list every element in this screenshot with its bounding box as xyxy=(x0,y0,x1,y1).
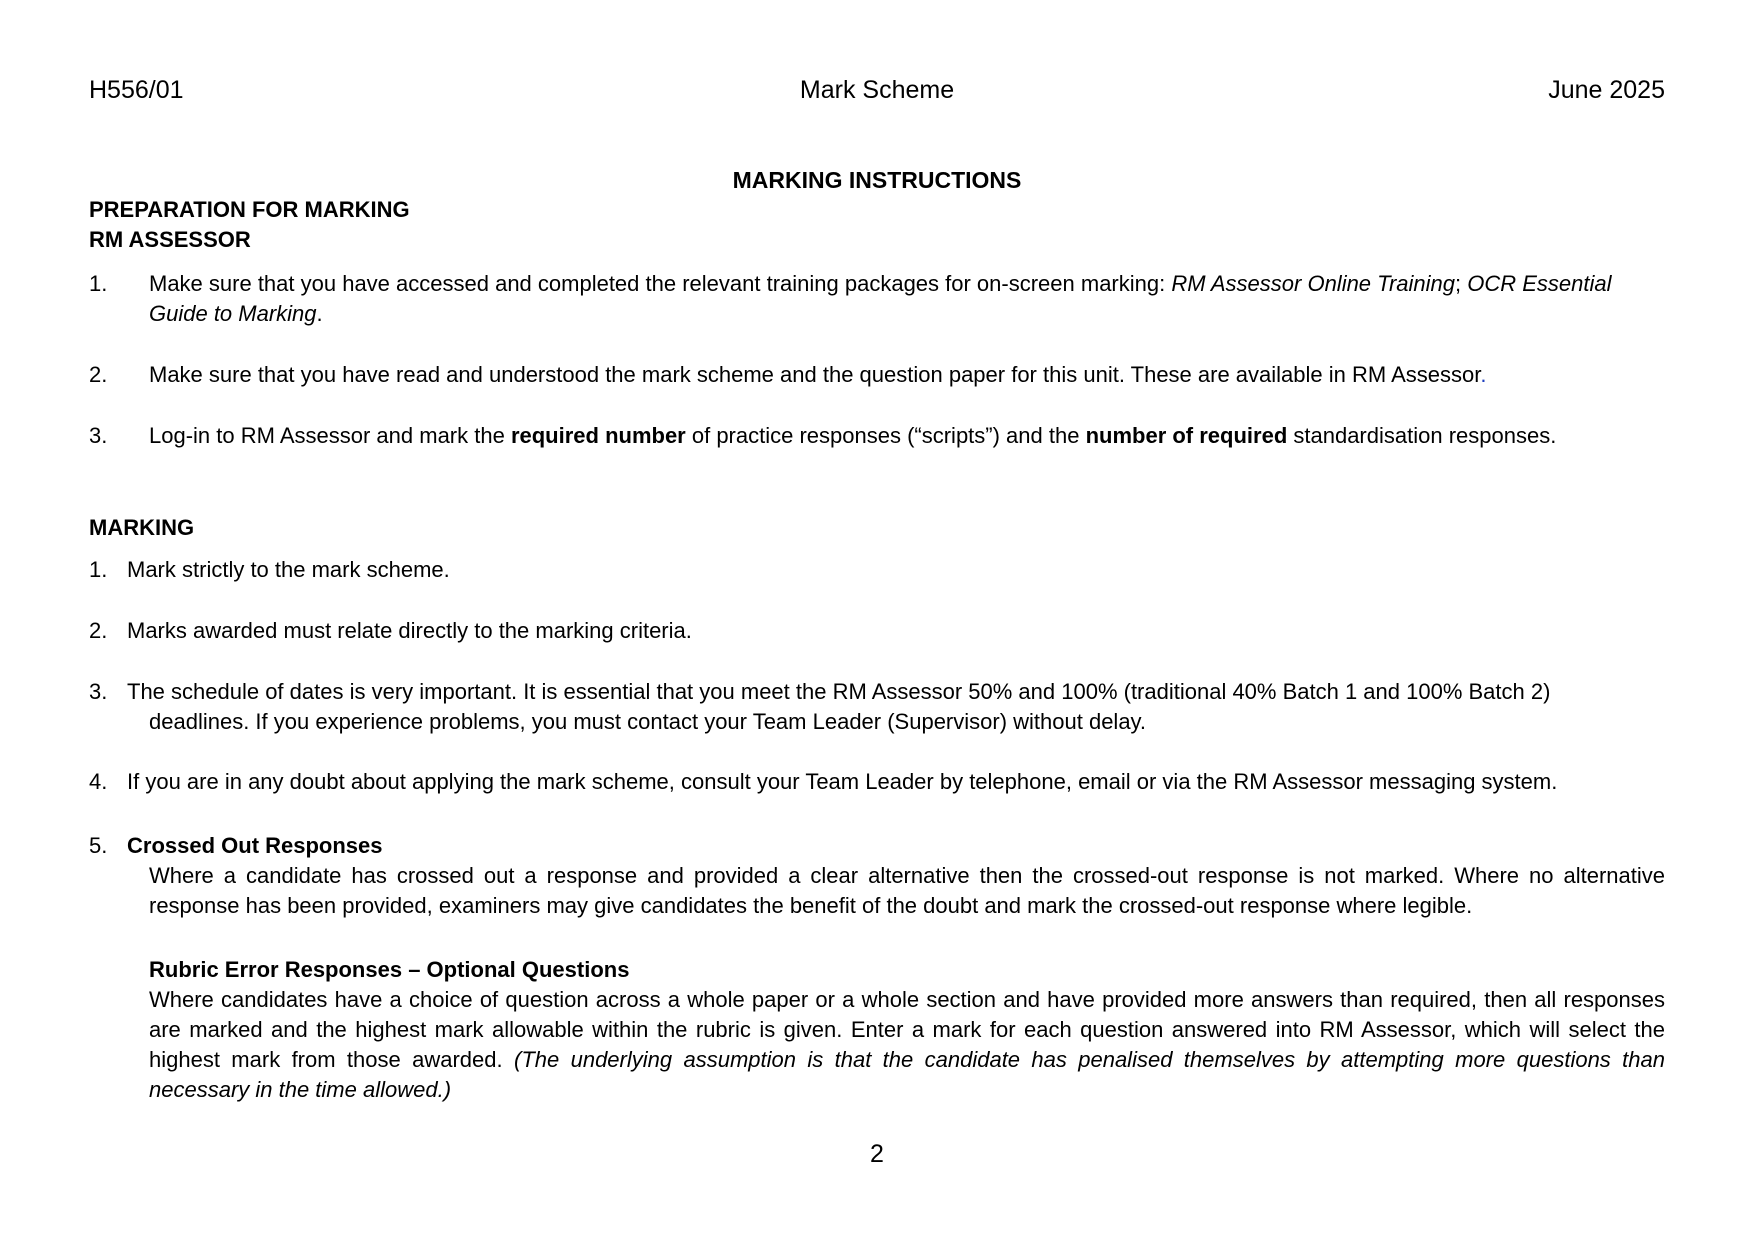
page-header xyxy=(89,74,1665,106)
prep-item-number: 1. xyxy=(89,271,108,296)
main-title: MARKING INSTRUCTIONS xyxy=(732,167,1022,193)
marking-item-5 xyxy=(89,831,1665,921)
prep-item-text: Log-in to RM Assessor and mark the required number of practice responses (“scripts”) and the number of required standardisation responses. xyxy=(149,423,1557,448)
marking-item-4 xyxy=(89,767,1665,797)
guide-link-text: OCR Essential Guide to Marking xyxy=(149,271,1612,326)
rubric-error-text: Where candidates have a choice of question across a whole paper or a whole section and have provided more answers than required, then all responses are marked and the highest mark allowable within the rubric is given. Enter a mark for each question answered into RM Assessor, which will select the highest mark from those awarded. (The underlying assumption is that the candidate has penalised themselves by attempting more questions than necessary in the time allowed.) xyxy=(149,987,1665,1102)
marking-item-text: If you are in any doubt about applying the mark scheme, consult your Team Leader by telephone, email or via the RM Assessor messaging system. xyxy=(127,769,1558,794)
marking-item-number: 3. xyxy=(89,679,108,704)
document-title: Mark Scheme xyxy=(799,76,955,104)
marking-item-number: 1. xyxy=(89,557,108,582)
marking-item-number: 4. xyxy=(89,769,108,794)
marking-item-text-line2: deadlines. If you experience problems, you must contact your Team Leader (Supervisor) without delay. xyxy=(149,709,1147,734)
rm-assessor-heading: RM ASSESSOR xyxy=(89,227,251,252)
exam-date: June 2025 xyxy=(1548,76,1665,104)
marking-item-text-line1: The schedule of dates is very important. It is essential that you meet the RM Assessor 50% and 100% (traditional 40% Batch 1 and 100% Batch 2) xyxy=(127,679,1551,704)
marking-heading: MARKING xyxy=(89,515,195,540)
crossed-out-heading: Crossed Out Responses xyxy=(127,833,383,858)
marking-item-1 xyxy=(89,555,1665,585)
rubric-error-note: (The underlying assumption is that the candidate has penalised themselves by attempting more questions than necessary in the time allowed.) xyxy=(149,1047,1665,1102)
training-link-text: RM Assessor Online Training xyxy=(1171,271,1456,296)
crossed-out-text: Where a candidate has crossed out a response and provided a clear alternative then the crossed-out response is not marked. Where no alternative response has been provided, examiners may give candidates the benefit of the doubt and mark the crossed-out response where legible. xyxy=(149,863,1665,918)
rubric-error-heading: Rubric Error Responses – Optional Questions xyxy=(149,957,630,982)
marking-item-number: 2. xyxy=(89,618,108,643)
marking-item-text: Marks awarded must relate directly to the marking criteria. xyxy=(127,618,692,643)
prep-item-number: 2. xyxy=(89,362,108,387)
marking-item-number: 5. xyxy=(89,833,108,858)
marking-item-2 xyxy=(89,616,1665,646)
rubric-error-block xyxy=(149,955,1665,1105)
paper-code: H556/01 xyxy=(89,76,184,104)
prep-item-text: Make sure that you have read and understood the mark scheme and the question paper for this unit. These are available in RM Assessor. xyxy=(149,362,1487,387)
prep-item-text: Make sure that you have accessed and completed the relevant training packages for on-screen marking: RM Assessor Online Training; OCR Essential Guide to Marking. xyxy=(149,271,1612,326)
page-number: 2 xyxy=(870,1140,884,1168)
marking-item-3 xyxy=(89,677,1665,737)
prep-item-2 xyxy=(89,360,1665,390)
prep-item-1 xyxy=(89,269,1665,329)
preparation-heading: PREPARATION FOR MARKING xyxy=(89,197,410,222)
prep-item-3 xyxy=(89,421,1665,451)
prep-item-number: 3. xyxy=(89,423,108,448)
marking-item-text: Mark strictly to the mark scheme. xyxy=(127,557,450,582)
